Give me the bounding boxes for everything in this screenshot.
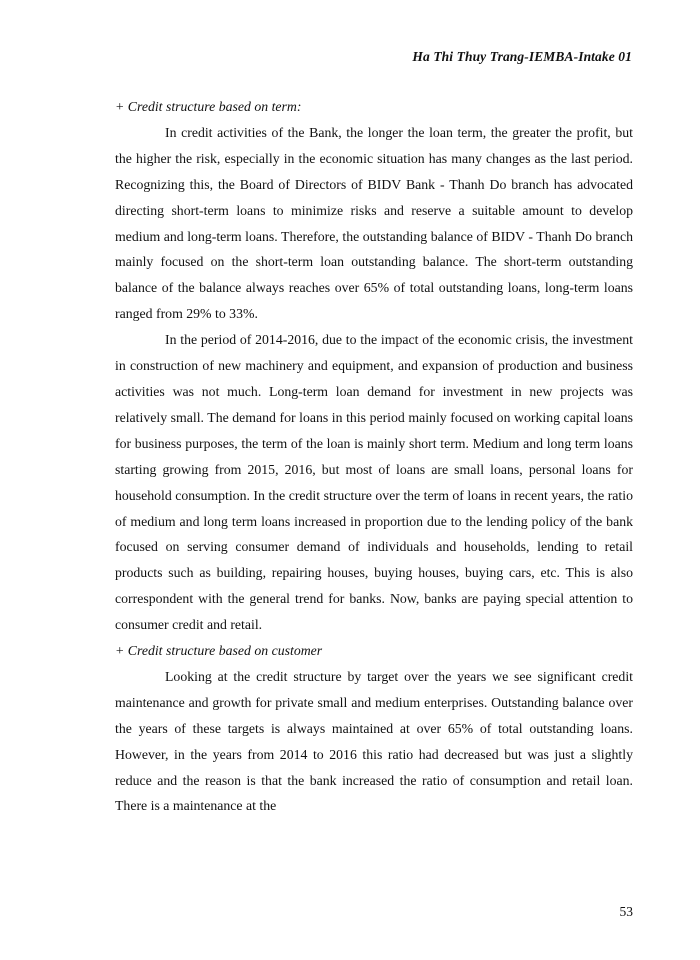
body-text (115, 94, 633, 819)
page-number: 53 (619, 904, 633, 919)
paragraph-term-1: In credit activities of the Bank, the longer the loan term, the greater the profit, but the higher the risk, especially in the economic situation has many changes as the last period. Recognizing this, the Board of Directors of BIDV Bank - Thanh Do branch has advocated directing short-term loans to minimize risks and reserve a suitable amount to develop medium and long-term loans. Therefore, the outstanding balance of BIDV - Thanh Do branch mainly focused on the short-term loan outstanding balance. The short-term outstanding balance of the balance always reaches over 65% of total outstanding loans, long-term loans ranged from 29% to 33%. (115, 124, 633, 322)
paragraph-customer-1: Looking at the credit structure by target over the years we see significant credit maintenance and growth for private small and medium enterprises. Outstanding balance over the years of these targets is always maintained at over 65% of total outstanding loans. However, in the years from 2014 to 2016 this ratio had decreased but was just a slightly reduce and the reason is that the bank increased the ratio of consumption and retail loan. There is a maintenance at the (115, 668, 633, 814)
section-heading-customer: + Credit structure based on customer (115, 643, 323, 659)
running-header: Ha Thi Thuy Trang-IEMBA-Intake 01 (412, 49, 632, 64)
paragraph-term-2: In the period of 2014-2016, due to the impact of the economic crisis, the investment in construction of new machinery and equipment, and expansion of production and business activities was not much. Long-term loan demand for investment in new projects was relatively small. The demand for loans in this period mainly focused on working capital loans for business purposes, the term of the loan is mainly short term. Medium and long term loans starting growing from 2015, 2016, but most of loans are small loans, personal loans for household consumption. In the credit structure over the term of loans in recent years, the ratio of medium and long term loans increased in proportion due to the lending policy of the bank focused on serving consumer demand of individuals and households, lending to retail products such as building, repairing houses, buying houses, buying cars, etc. This is also correspondent with the general trend for banks. Now, banks are paying special attention to consumer credit and retail. (115, 332, 633, 633)
section-heading-term: + Credit structure based on term: (115, 99, 302, 114)
